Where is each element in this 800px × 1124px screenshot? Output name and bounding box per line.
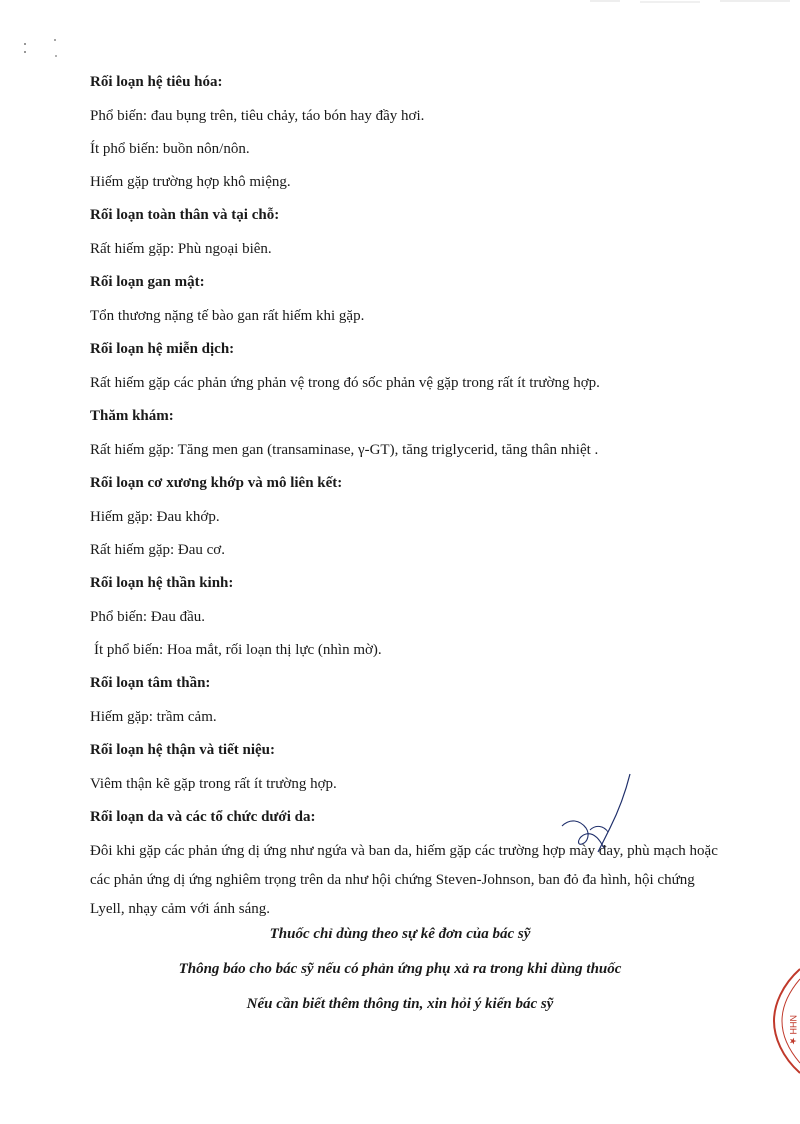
section-heading: Rối loạn hệ tiêu hóa: <box>90 74 223 90</box>
section-heading: Rối loạn cơ xương khớp và mô liên kết: <box>90 475 343 491</box>
section-heading: Thăm khám: <box>90 408 174 424</box>
section-line: Ít phổ biến: Hoa mắt, rối loạn thị lực (nhìn mờ). <box>94 642 382 658</box>
section-paragraph: Đôi khi gặp các phản ứng dị ứng như ngứa và ban da, hiếm gặp các trường hợp mày đay, phù mạch hoặc các phản ứng dị ứng nghiêm trọng trên da như hội chứng Steven-Johnson, ban đỏ đa hình, hội chứng Lyell, nhạy cảm với ánh sáng. <box>90 843 718 917</box>
prescription-notes <box>90 924 710 1029</box>
section-line: Phổ biến: Đau đầu. <box>90 609 205 625</box>
section-heading: Rối loạn hệ thần kinh: <box>90 575 234 591</box>
section-line: Tổn thương nặng tế bào gan rất hiếm khi gặp. <box>90 308 365 324</box>
section-line: Rất hiếm gặp các phản ứng phản vệ trong đó sốc phản vệ gặp trong rất ít trường hợp. <box>90 375 600 391</box>
section-line: Phổ biến: đau bụng trên, tiêu chảy, táo bón hay đầy hơi. <box>90 108 425 124</box>
section-heading: Rối loạn tâm thần: <box>90 675 211 691</box>
section-heading: Rối loạn hệ thận và tiết niệu: <box>90 742 276 758</box>
section-heading: Rối loạn toàn thân và tại chỗ: <box>90 207 280 223</box>
stamp-text: NHH ★ <box>788 1015 798 1046</box>
section-heading: Rối loạn da và các tổ chức dưới da: <box>90 809 316 825</box>
company-stamp <box>770 965 800 1075</box>
section-line: Rất hiếm gặp: Đau cơ. <box>90 542 225 558</box>
scan-artifact-top-edge <box>580 0 800 8</box>
scan-artifact-dots <box>22 38 62 68</box>
section-line: Ít phổ biến: buồn nôn/nôn. <box>90 141 250 157</box>
document-body <box>90 72 750 924</box>
section-line: Hiếm gặp trường hợp khô miệng. <box>90 174 291 190</box>
section-digestive <box>90 72 750 192</box>
note-report-side-effects: Thông báo cho bác sỹ nếu có phản ứng phụ xả ra trong khi dùng thuốc <box>178 961 622 977</box>
section-musculoskeletal <box>90 473 750 560</box>
section-line: Viêm thận kẽ gặp trong rất ít trường hợp. <box>90 776 337 792</box>
section-hepatobiliary <box>90 272 750 326</box>
signature-mark <box>560 770 640 860</box>
section-line: Rất hiếm gặp: Phù ngoại biên. <box>90 241 272 257</box>
section-nervous <box>90 573 750 660</box>
section-skin <box>90 807 750 924</box>
section-renal <box>90 740 750 794</box>
section-line: Rất hiếm gặp: Tăng men gan (transaminase, γ-GT), tăng triglycerid, tăng thân nhiệt . <box>90 442 599 458</box>
note-prescription-only: Thuốc chỉ dùng theo sự kê đơn của bác sỹ <box>269 926 531 942</box>
section-general <box>90 205 750 259</box>
section-line: Hiếm gặp: Đau khớp. <box>90 509 220 525</box>
section-psychiatric <box>90 673 750 727</box>
section-heading: Rối loạn hệ miễn dịch: <box>90 341 235 357</box>
section-investigations <box>90 406 750 460</box>
section-immune <box>90 339 750 393</box>
section-line: Hiếm gặp: trầm cảm. <box>90 709 217 725</box>
section-heading: Rối loạn gan mật: <box>90 274 205 290</box>
note-ask-doctor: Nếu cần biết thêm thông tin, xin hỏi ý kiến bác sỹ <box>246 996 554 1012</box>
